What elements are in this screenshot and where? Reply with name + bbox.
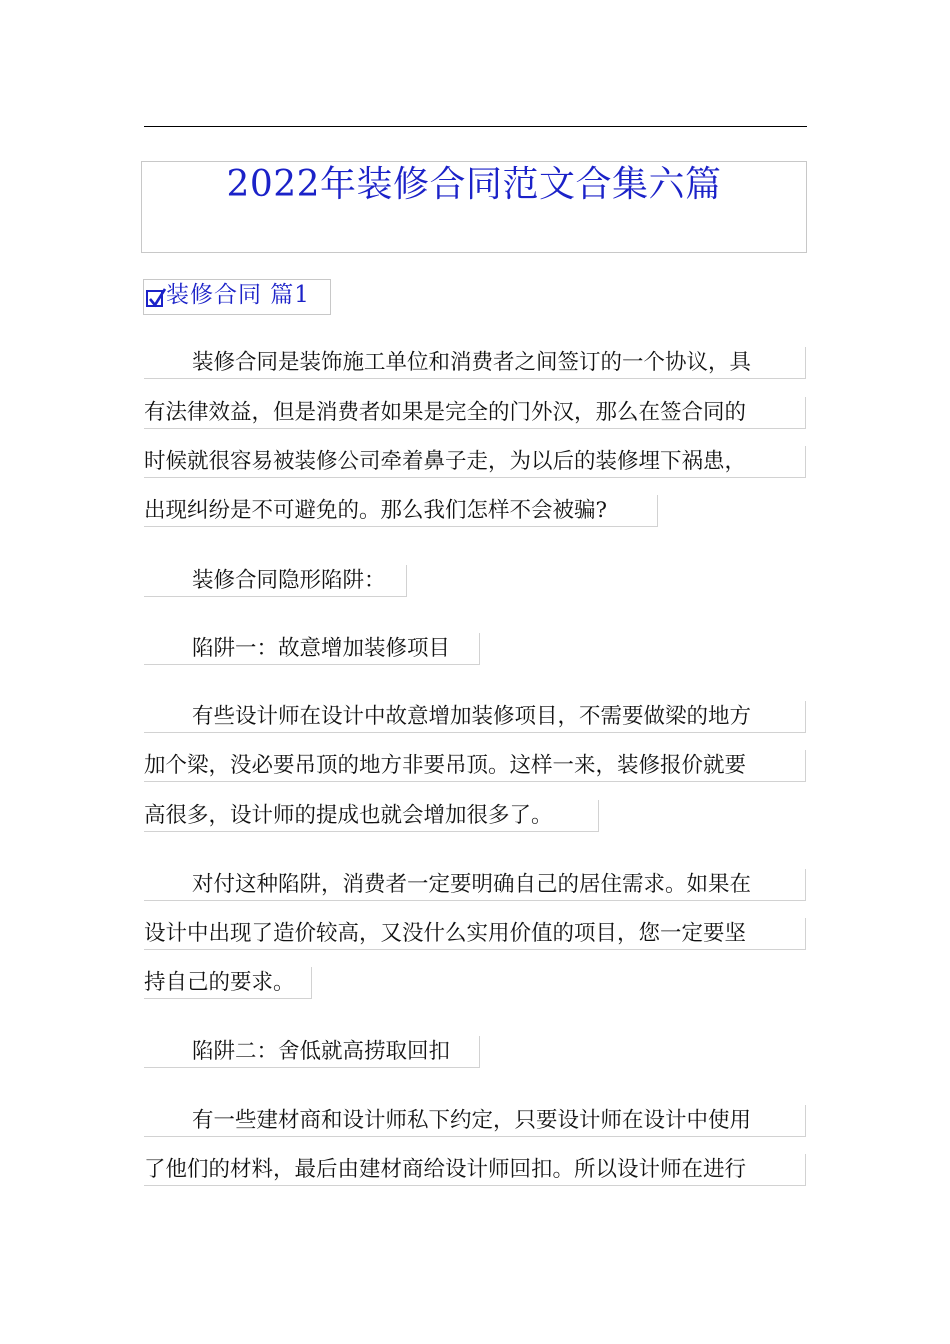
section-heading-text: 装修合同 篇1 (166, 282, 310, 308)
paragraph-line: 陷阱二：舍低就高捞取回扣 (144, 1036, 480, 1068)
paragraph-line: 有法律效益，但是消费者如果是完全的门外汉，那么在签合同的 (144, 397, 806, 429)
paragraph-line: 出现纠纷是不可避免的。那么我们怎样不会被骗? (144, 495, 658, 527)
paragraph-line: 对付这种陷阱，消费者一定要明确自己的居住需求。如果在 (144, 869, 806, 901)
paragraph-line: 陷阱一：故意增加装修项目 (144, 633, 480, 665)
paragraph-line: 装修合同隐形陷阱： (144, 565, 407, 597)
top-rule (144, 126, 807, 127)
paragraph-line: 设计中出现了造价较高，又没什么实用价值的项目，您一定要坚 (144, 918, 806, 950)
section-heading (143, 279, 331, 315)
document-title: 2022年装修合同范文合集六篇 (226, 164, 722, 205)
paragraph-line: 持自己的要求。 (144, 967, 312, 999)
paragraph-line: 高很多，设计师的提成也就会增加很多了。 (144, 800, 599, 832)
paragraph-line: 了他们的材料，最后由建材商给设计师回扣。所以设计师在进行 (144, 1154, 806, 1186)
paragraph-line: 装修合同是装饰施工单位和消费者之间签订的一个协议，具 (144, 347, 806, 379)
paragraph-line: 有一些建材商和设计师私下约定，只要设计师在设计中使用 (144, 1105, 806, 1137)
title-box (141, 161, 807, 253)
paragraph-line: 加个梁，没必要吊顶的地方非要吊顶。这样一来，装修报价就要 (144, 750, 806, 782)
paragraph-line: 时候就很容易被装修公司牵着鼻子走，为以后的装修埋下祸患， (144, 446, 806, 478)
checked-box-icon (146, 290, 163, 307)
paragraph-line: 有些设计师在设计中故意增加装修项目，不需要做梁的地方 (144, 701, 806, 733)
